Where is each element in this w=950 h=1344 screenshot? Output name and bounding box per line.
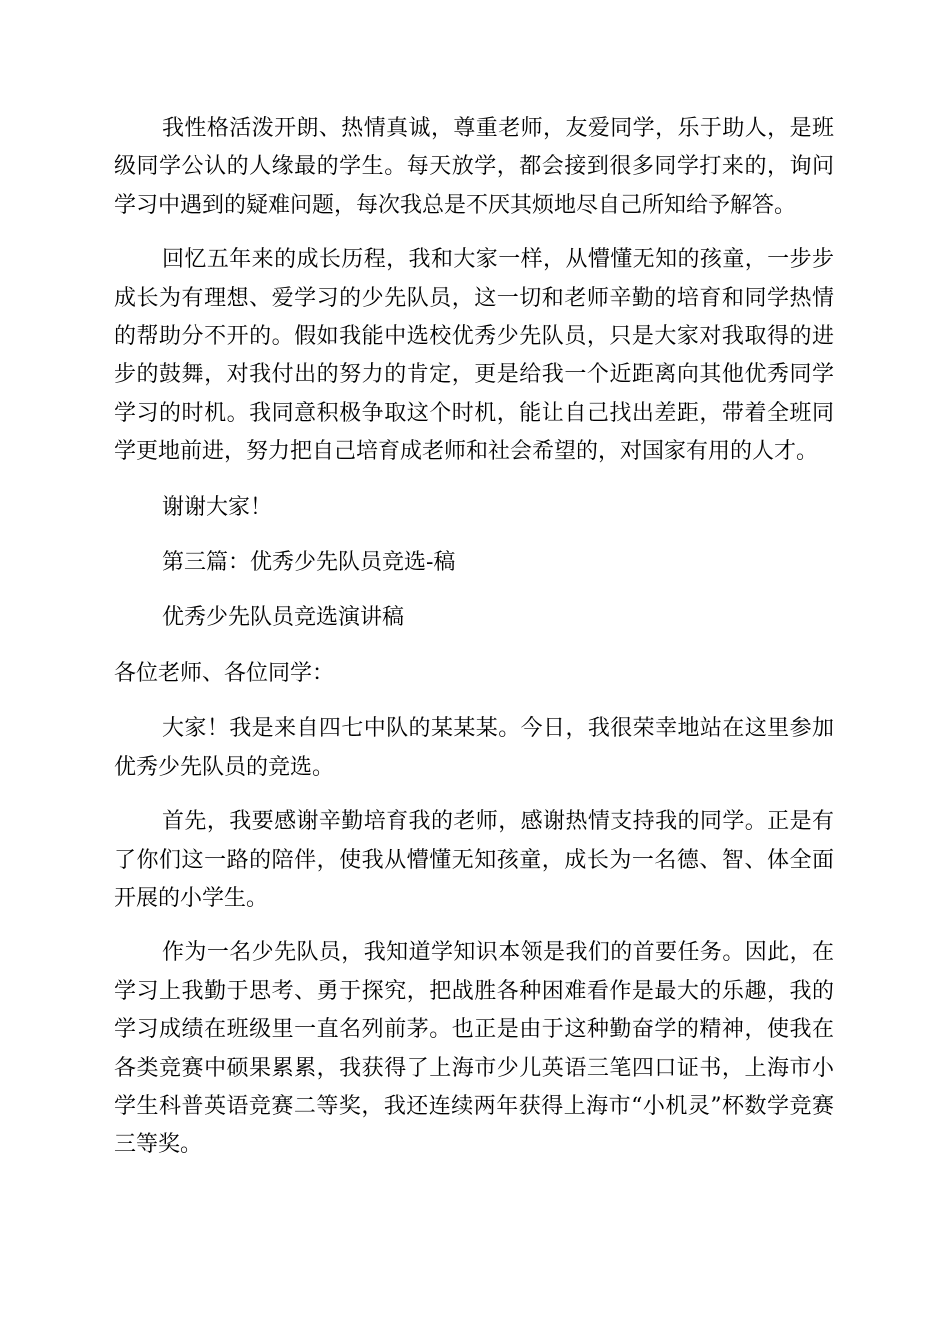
paragraph-gratitude: 首先，我要感谢辛勤培育我的老师，感谢热情支持我的同学。正是有了你们这一路的陪伴，使我从懵懂无知孩童，成长为一名德、智、体全面开展的小学生。 bbox=[114, 809, 834, 911]
paragraph-achievements: 作为一名少先队员，我知道学知识本领是我们的首要任务。因此，在学习上我勤于思考、勇于探究，把战胜各种困难看作是最大的乐趣，我的学习成绩在班级里一直名列前茅。也正是由于这种勤奋学的精神，使我在各类竞赛中硕果累累，我获得了上海市少儿英语三笔四口证书，上海市小学生科普英语竞赛二等奖，我还连续两年获得上海市“小机灵”杯数学竞赛三等奖。 bbox=[114, 940, 834, 1158]
paragraph-personality: 我性格活泼开朗、热情真诚，尊重老师，友爱同学，乐于助人，是班级同学公认的人缘最的学生。每天放学，都会接到很多同学打来的，询问学习中遇到的疑难问题，每次我总是不厌其烦地尽自己所知给予解答。 bbox=[114, 116, 834, 218]
document-page bbox=[114, 110, 834, 1165]
speech-title: 优秀少先队员竞选演讲稿 bbox=[162, 605, 405, 631]
paragraph-growth: 回忆五年来的成长历程，我和大家一样，从懵懂无知的孩童，一步步成长为有理想、爱学习的少先队员，这一切和老师辛勤的培育和同学热情的帮助分不开的。假如我能中选校优秀少先队员，只是大家对我取得的进步的鼓舞，对我付出的努力的肯定，更是给我一个近距离向其他优秀同学学习的时机。我同意积极争取这个时机，能让自己找出差距，带着全班同学更地前进，努力把自己培育成老师和社会希望的，对国家有用的人才。 bbox=[114, 247, 834, 465]
section-heading: 第三篇：优秀少先队员竞选-稿 bbox=[162, 550, 456, 576]
paragraph-thanks: 谢谢大家！ bbox=[162, 494, 273, 520]
salutation: 各位老师、各位同学： bbox=[114, 660, 335, 686]
paragraph-intro: 大家！我是来自四七中队的某某某。今日，我很荣幸地站在这里参加优秀少先队员的竞选。 bbox=[114, 716, 834, 780]
